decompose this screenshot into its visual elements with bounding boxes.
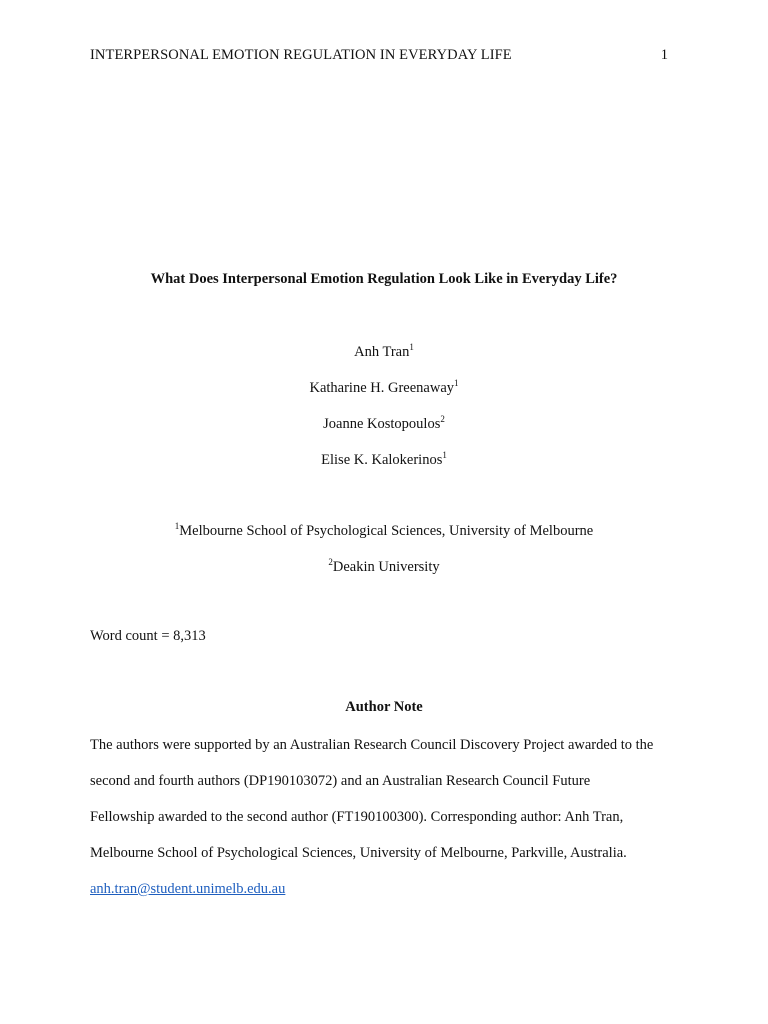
email-line	[90, 879, 690, 915]
affiliation-text: Melbourne School of Psychological Sciences, University of Melbourne	[179, 523, 594, 539]
author-note-line: Fellowship awarded to the second author (FT190100300). Corresponding author: Anh Tran,	[90, 809, 624, 825]
affiliation-mark: 2	[440, 414, 445, 425]
word-count: Word count = 8,313	[90, 628, 206, 644]
affiliation-text: Deakin University	[332, 559, 440, 575]
affiliation-mark: 1	[174, 521, 180, 532]
author-note-body	[90, 735, 690, 915]
affiliation-mark: 1	[409, 342, 414, 353]
author-name: Katharine H. Greenaway	[309, 380, 455, 396]
author-list	[0, 342, 768, 486]
author-note-line: Melbourne School of Psychological Sciences, University of Melbourne, Parkville, Australia.	[90, 845, 627, 861]
author-entry	[0, 414, 768, 450]
author-note-line: The authors were supported by an Australian Research Council Discovery Project awarded to the	[90, 737, 654, 753]
paper-title: What Does Interpersonal Emotion Regulation Look Like in Everyday Life?	[150, 271, 618, 287]
affiliation-mark: 2	[328, 557, 333, 568]
author-name: Joanne Kostopoulos	[323, 416, 441, 432]
author-name: Anh Tran	[354, 344, 410, 360]
author-entry	[0, 378, 768, 414]
author-entry	[0, 342, 768, 378]
running-head: INTERPERSONAL EMOTION REGULATION IN EVERYDAY LIFE	[90, 47, 512, 63]
affiliation-mark: 1	[454, 378, 459, 389]
affiliation-entry	[0, 557, 768, 593]
affiliation-entry	[0, 521, 768, 557]
author-note-heading: Author Note	[345, 699, 423, 715]
author-name: Elise K. Kalokerinos	[321, 452, 443, 468]
author-note-line: second and fourth authors (DP190103072) and an Australian Research Council Future	[90, 773, 591, 789]
email-link[interactable]: anh.tran@student.unimelb.edu.au	[90, 881, 286, 897]
author-entry	[0, 450, 768, 486]
affiliation-list	[0, 521, 768, 593]
affiliation-mark: 1	[442, 450, 447, 461]
page-number: 1	[660, 47, 668, 63]
